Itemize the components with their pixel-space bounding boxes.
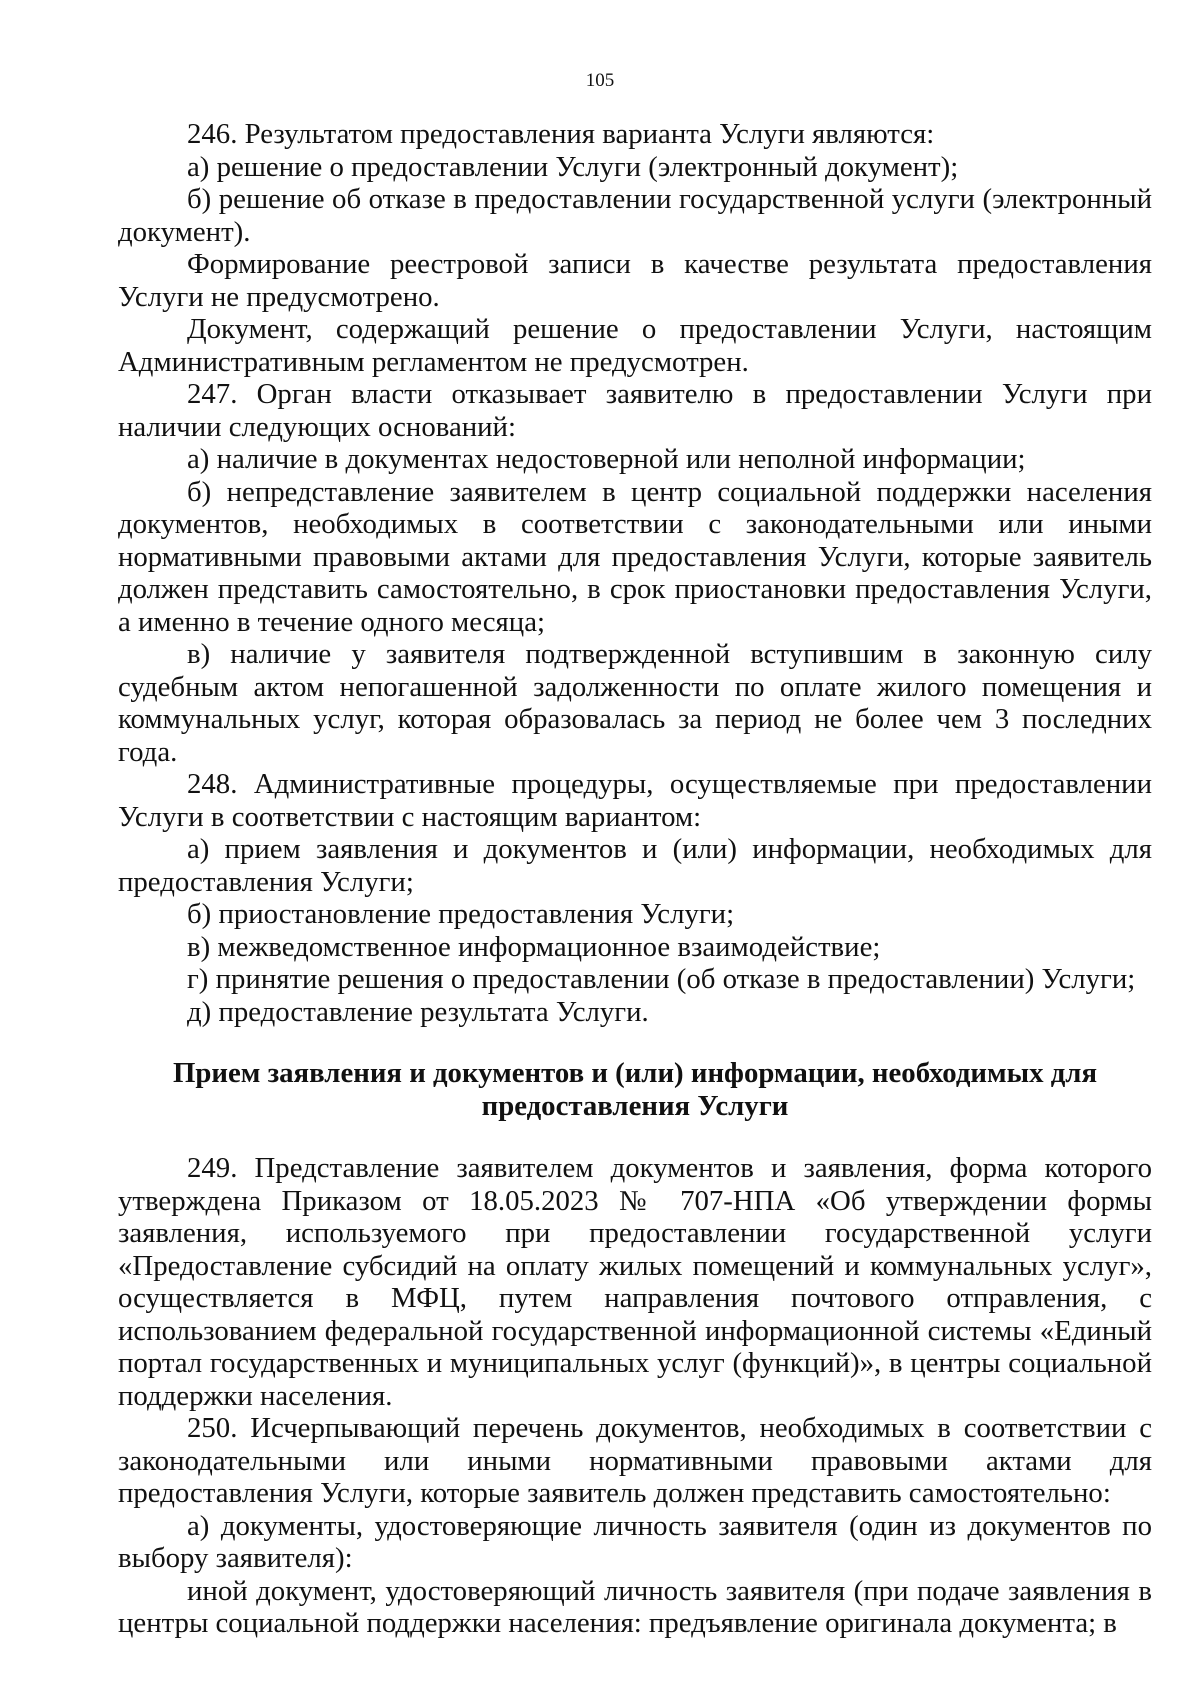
paragraph-248-a: а) прием заявления и документов и (или) информации, необходимых для предоставления Услуги; xyxy=(118,833,1152,898)
paragraph-246: 246. Результатом предоставления варианта Услуги являются: xyxy=(187,118,935,150)
section-heading: Прием заявления и документов и (или) информации, необходимых для предоставления Услуги xyxy=(172,1057,1098,1122)
page-number: 105 xyxy=(585,70,615,91)
paragraph-document-note: Документ, содержащий решение о предоставлении Услуги, настоящим Административным регламентом не предусмотрен. xyxy=(118,313,1152,378)
paragraph-247-a: а) наличие в документах недостоверной или неполной информации; xyxy=(187,443,1026,475)
paragraph-250-a: а) документы, удостоверяющие личность заявителя (один из документов по выбору заявителя): xyxy=(118,1509,1152,1574)
document-body xyxy=(118,118,1152,1640)
paragraph-249: 249. Представление заявителем документов и заявления, форма которого утверждена Приказом от 18.05.2023 № 707-НПА «Об утверждении формы заявления, используемого при предоставлении государственной услуги «Предоставление субсидий на оплату жилых помещений и коммунальных услуг», осуществляется в МФЦ, путем направления почтового отправления, с использованием федеральной государственной информационной системы «Единый портал государственных и муниципальных услуг (функций)», в центры социальной поддержки населения. xyxy=(118,1152,1152,1412)
paragraph-250: 250. Исчерпывающий перечень документов, необходимых в соответствии с законодательными или иными нормативными правовыми актами для предоставления Услуги, которые заявитель должен представить самостоятельно: xyxy=(118,1412,1152,1509)
paragraph-248-g: г) принятие решения о предоставлении (об отказе в предоставлении) Услуги; xyxy=(187,963,1136,995)
paragraph-246-a: а) решение о предоставлении Услуги (электронный документ); xyxy=(187,150,959,183)
paragraph-248-d: д) предоставление результата Услуги. xyxy=(187,995,649,1028)
paragraph-248: 248. Административные процедуры, осуществляемые при предоставлении Услуги в соответствии с настоящим вариантом: xyxy=(118,768,1152,833)
paragraph-247-v: в) наличие у заявителя подтвержденной вступившим в законную силу судебным актом непогашенной задолженности по оплате жилого помещения и коммунальных услуг, которая образовалась за период не более чем 3 последних года. xyxy=(118,638,1152,768)
paragraph-registry-note: Формирование реестровой записи в качестве результата предоставления Услуги не предусмотрено. xyxy=(118,248,1152,313)
paragraph-246-b: б) решение об отказе в предоставлении государственной услуги (электронный документ). xyxy=(118,183,1152,248)
paragraph-247: 247. Орган власти отказывает заявителю в предоставлении Услуги при наличии следующих оснований: xyxy=(118,378,1152,443)
paragraph-247-b: б) непредставление заявителем в центр социальной поддержки населения документов, необходимых в соответствии с законодательными или иными нормативными правовыми актами для предоставления Услуги, которые заявитель должен представить самостоятельно, в срок приостановки предоставления Услуги, а именно в течение одного месяца; xyxy=(118,475,1152,638)
paragraph-248-v: в) межведомственное информационное взаимодействие; xyxy=(187,930,881,963)
paragraph-other-id-document: иной документ, удостоверяющий личность заявителя (при подаче заявления в центры социальной поддержки населения: предъявление оригинала документа; в xyxy=(118,1574,1152,1639)
paragraph-248-b: б) приостановление предоставления Услуги; xyxy=(187,898,735,930)
